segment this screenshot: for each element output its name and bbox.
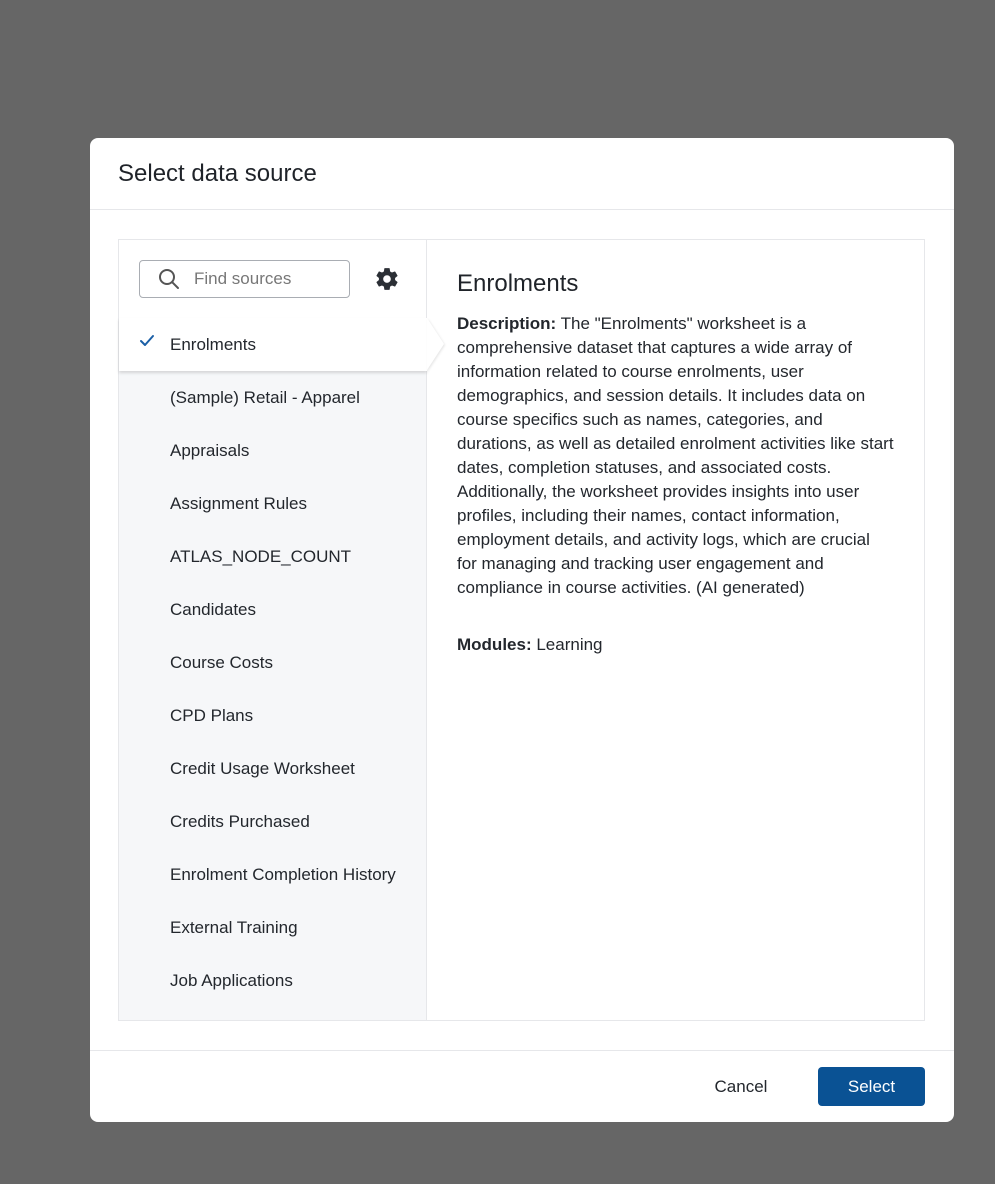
- source-item-enrolments[interactable]: [119, 318, 427, 371]
- detail-title: Enrolments: [457, 270, 579, 297]
- check-icon: [139, 334, 155, 348]
- source-item-enrolment-completion-history[interactable]: [119, 848, 426, 901]
- source-item-sample-retail-apparel[interactable]: [119, 371, 426, 424]
- search-icon: [158, 268, 180, 290]
- modules-value: Learning: [536, 635, 603, 654]
- source-item-label: Course Costs: [170, 652, 273, 672]
- gear-icon[interactable]: [374, 266, 400, 292]
- description-label: Description:: [457, 314, 557, 333]
- source-item-assignment-rules[interactable]: [119, 477, 426, 530]
- cancel-button[interactable]: Cancel: [696, 1067, 786, 1106]
- source-item-label: ATLAS_NODE_COUNT: [170, 546, 352, 566]
- select-data-source-dialog: [90, 138, 954, 1122]
- search-row: [119, 240, 426, 318]
- source-item-cpd-plans[interactable]: [119, 689, 426, 742]
- source-item-credit-usage-worksheet[interactable]: [119, 742, 426, 795]
- source-item-credits-purchased[interactable]: [119, 795, 426, 848]
- source-item-label: Enrolment Completion History: [170, 864, 396, 884]
- source-item-label: Appraisals: [170, 440, 250, 460]
- source-item-job-applications[interactable]: [119, 954, 426, 1007]
- source-item-label: Assignment Rules: [170, 493, 308, 513]
- source-list: [119, 318, 426, 1007]
- source-item-course-costs[interactable]: [119, 636, 426, 689]
- detail-description: [457, 312, 894, 600]
- source-item-label: Enrolments: [170, 334, 256, 354]
- source-item-appraisals[interactable]: [119, 424, 426, 477]
- dialog-footer: [90, 1050, 954, 1122]
- source-panel: [118, 239, 925, 1021]
- detail-modules: [457, 633, 894, 657]
- source-item-external-training[interactable]: [119, 901, 426, 954]
- source-item-label: External Training: [170, 917, 298, 937]
- search-box[interactable]: [139, 260, 350, 298]
- source-item-candidates[interactable]: [119, 583, 426, 636]
- source-item-label: Credits Purchased: [170, 811, 310, 831]
- description-text: The "Enrolments" worksheet is a comprehensive dataset that captures a wide array of information related to course enrolments, user demographics, and session details. It includes data on course specifics such as names, categories, and durations, as well as detailed enrolment activities like start dates, completion statuses, and associated costs. Additionally, the worksheet provides insights into user profiles, including their names, contact information, employment details, and activity logs, which are crucial for managing and tracking user engagement and compliance in course activities. (AI generated): [457, 314, 894, 597]
- search-input[interactable]: [194, 269, 334, 289]
- source-item-label: Candidates: [170, 599, 257, 619]
- source-item-atlas-node-count[interactable]: [119, 530, 426, 583]
- modules-label: Modules:: [457, 635, 532, 654]
- select-button[interactable]: Select: [818, 1067, 925, 1106]
- dialog-title: Select data source: [118, 159, 317, 187]
- source-detail-pane: [427, 240, 924, 1020]
- source-item-label: Job Applications: [170, 970, 293, 990]
- source-item-label: CPD Plans: [170, 705, 254, 725]
- dialog-header: [90, 138, 954, 210]
- source-list-pane: [119, 240, 427, 1020]
- source-item-label: Credit Usage Worksheet: [170, 758, 355, 778]
- source-item-label: (Sample) Retail - Apparel: [170, 387, 360, 407]
